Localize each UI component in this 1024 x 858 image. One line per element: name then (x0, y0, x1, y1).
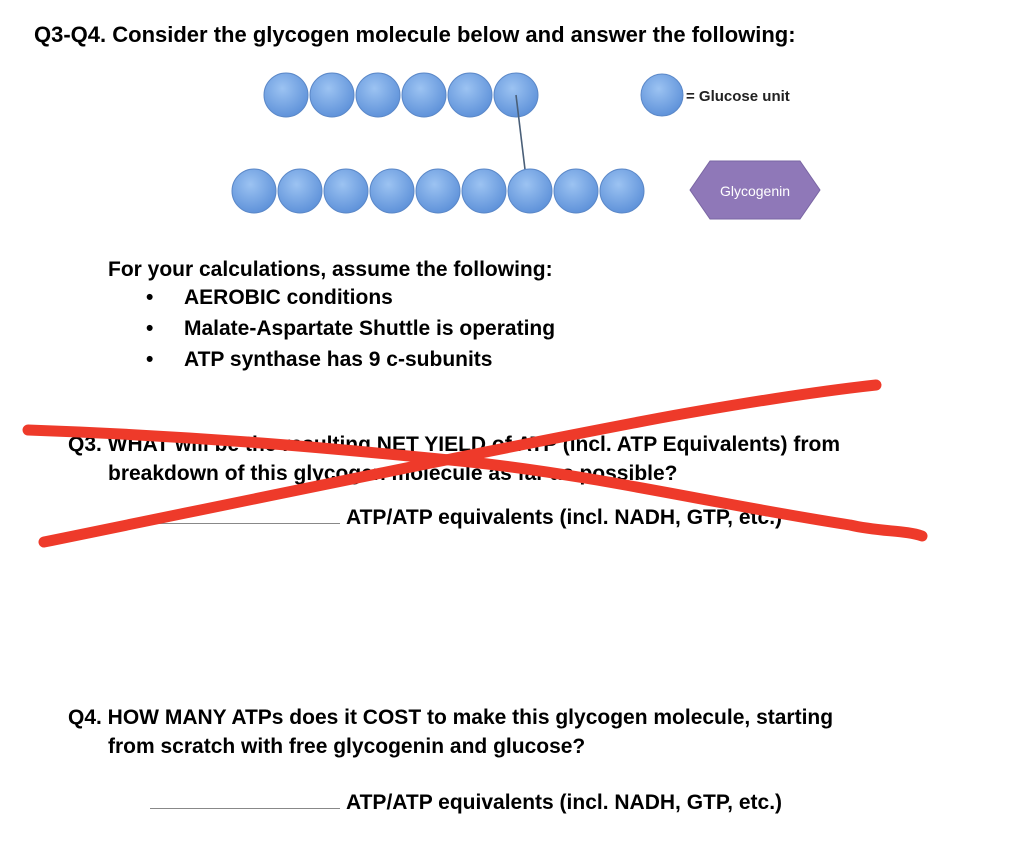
glucose-unit (264, 73, 308, 117)
glycogen-diagram (0, 0, 1024, 260)
glucose-unit (324, 169, 368, 213)
glucose-unit (508, 169, 552, 213)
q4-question-line1: Q4. HOW MANY ATPs does it COST to make this glycogen molecule, starting (68, 706, 834, 729)
q4-answer-blank[interactable] (150, 790, 340, 809)
assumptions-title: For your calculations, assume the following: (108, 258, 553, 281)
glucose-unit (402, 73, 446, 117)
q3-answer-row (150, 505, 782, 530)
glucose-unit (356, 73, 400, 117)
glucose-unit (310, 73, 354, 117)
assumption-item (146, 286, 393, 310)
q3-answer-blank[interactable] (150, 505, 340, 524)
question-heading: Q3-Q4. Consider the glycogen molecule below and answer the following: (34, 22, 796, 47)
bullet-glyph: • (146, 348, 154, 371)
q4-question-line2: from scratch with free glycogenin and glucose? (108, 735, 586, 758)
glucose-unit (600, 169, 644, 213)
assumption-item (146, 348, 492, 372)
assumption-text: ATP synthase has 9 c-subunits (184, 348, 493, 371)
q4-answer-row (150, 790, 782, 815)
glucose-unit (448, 73, 492, 117)
q3-answer-suffix: ATP/ATP equivalents (incl. NADH, GTP, etc.) (346, 506, 783, 529)
glucose-unit (232, 169, 276, 213)
main-chain (232, 169, 644, 213)
glucose-unit (462, 169, 506, 213)
q4-answer-suffix: ATP/ATP equivalents (incl. NADH, GTP, etc.) (346, 791, 783, 814)
assumption-text: Malate-Aspartate Shuttle is operating (184, 317, 556, 340)
q3-question-line2: breakdown of this glycogen molecule as far as possible? (108, 462, 678, 485)
bullet-glyph: • (146, 286, 154, 309)
glucose-unit (554, 169, 598, 213)
branch-chain (264, 73, 538, 117)
legend-label: = Glucose unit (686, 88, 790, 105)
bullet-glyph: • (146, 317, 154, 340)
glucose-legend-icon (641, 74, 683, 116)
q3-question-line1: Q3. WHAT will be the resulting NET YIELD of ATP (incl. ATP Equivalents) from (68, 433, 841, 456)
assumption-text: AEROBIC conditions (184, 286, 393, 309)
assumption-item (146, 317, 555, 341)
glucose-unit (278, 169, 322, 213)
glucose-unit (370, 169, 414, 213)
glycogenin-label: Glycogenin (719, 183, 791, 199)
glucose-unit (416, 169, 460, 213)
